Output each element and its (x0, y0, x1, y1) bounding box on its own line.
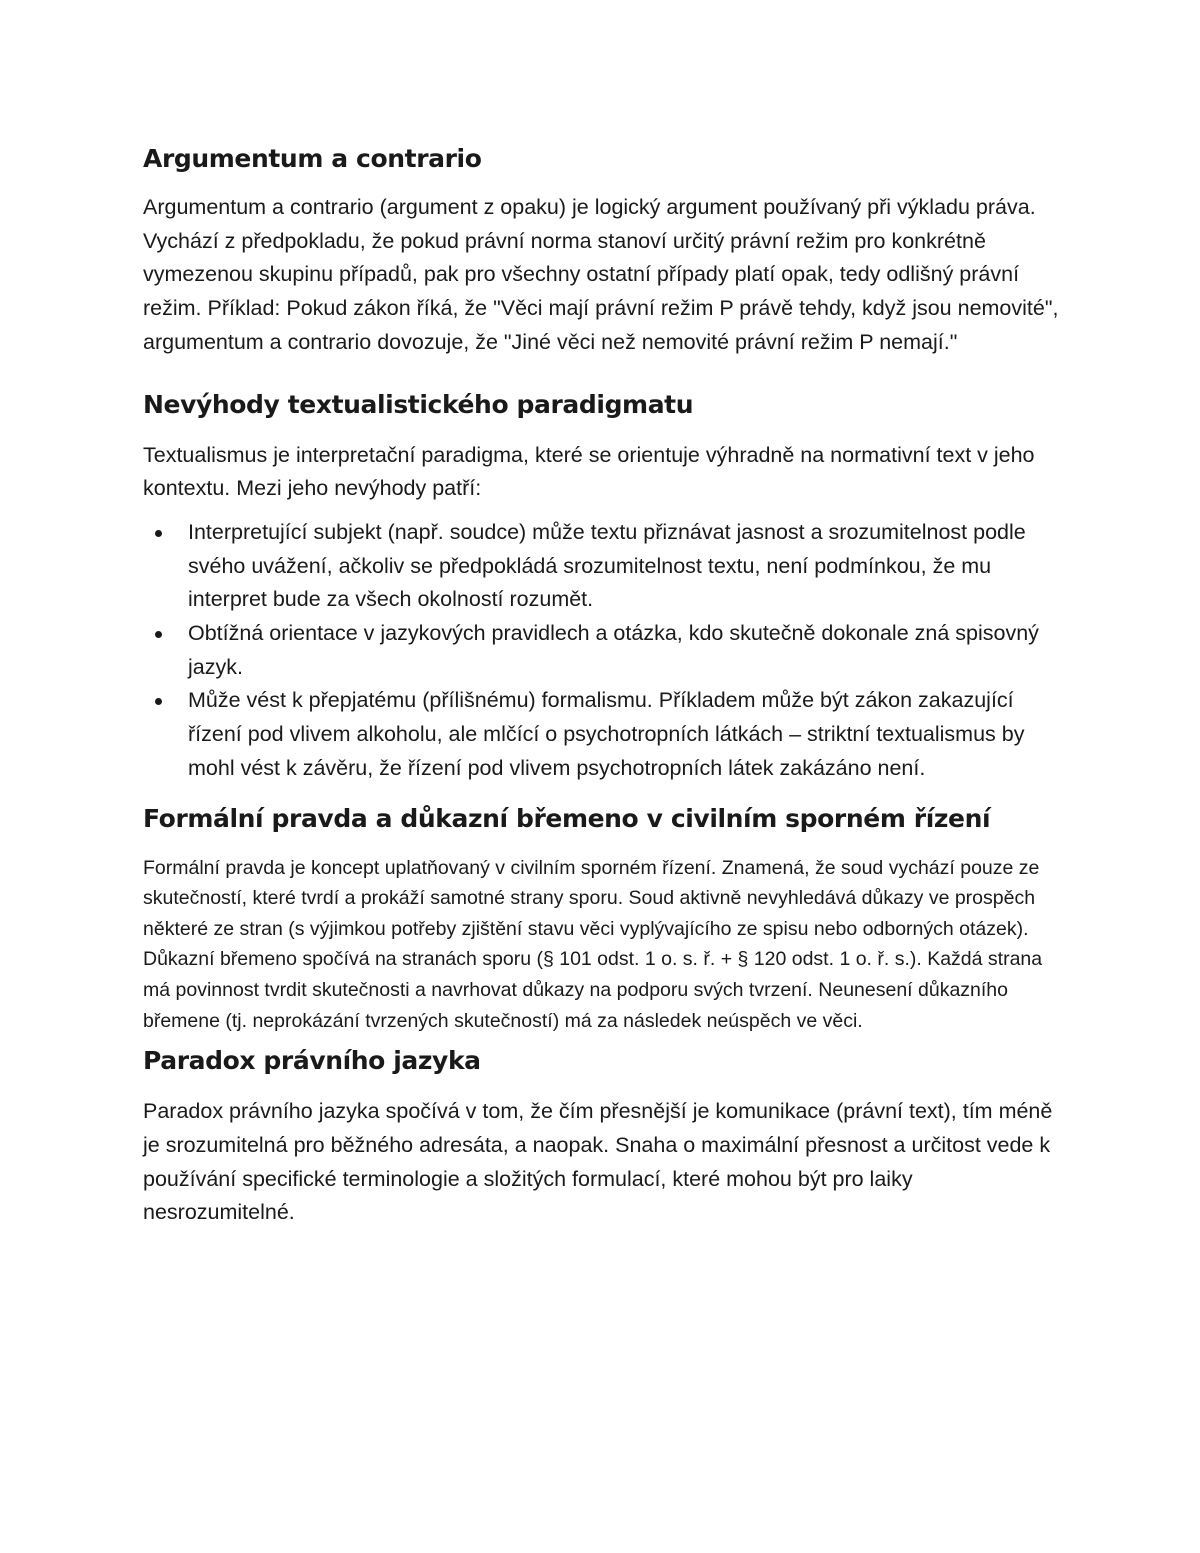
section-heading-contrario: Argumentum a contrario (143, 144, 482, 173)
section-heading-textualism: Nevýhody textualistického paradigmatu (143, 389, 694, 419)
list-item-text: Obtížná orientace v jazykových pravidlech a otázka, kdo skutečně dokonale zná spisovný jazyk. (188, 621, 1039, 679)
bullet-icon (155, 698, 162, 705)
list-item-text: Interpretující subjekt (např. soudce) může textu přiznávat jasnost a srozumitelnost podle svého uvážení, ačkoliv se předpokládá srozumitelnost textu, není podmínkou, že mu interpret bude za všech okolností rozumět. (188, 519, 1026, 612)
list-item (143, 617, 1063, 684)
list-item (143, 516, 1063, 617)
bullet-icon (155, 530, 162, 537)
bullet-icon (155, 631, 162, 638)
document-page (143, 138, 1063, 1230)
formal-truth-body (143, 853, 1063, 1037)
section-paragraph-paradox: Paradox právního jazyka spočívá v tom, že čím přesnější je komunikace (právní text), tím méně je srozumitelná pro běžného adresáta, a naopak. Snaha o maximální přesnost a určitost vede k používání specifické terminologie a složitých formulací, které mohou být pro laiky nesrozumitelné. (143, 1099, 1053, 1225)
section-paragraph-formal-truth: Formální pravda je koncept uplatňovaný v civilním sporném řízení. Znamená, že soud vychází pouze ze skutečností, které tvrdí a prokáží samotné strany sporu. Soud aktivně nevyhledává důkazy ve prospěch některé ze stran (s výjimkou potřeby zjištění stavu věci vyplývajícího ze spisu nebo odborných otázek). (143, 856, 1040, 940)
section-paragraph-contrario: Argumentum a contrario (argument z opaku) je logický argument používaný při výkladu práva. Vychází z předpokladu, že pokud právní norma stanoví určitý právní režim pro konkrétně vymezenou skupinu případů, pak pro všechny ostatní případy platí opak, tedy odlišný právní režim. Příklad: Pokud zákon říká, že "Věci mají právní režim P právě tehdy, když jsou nemovité", argumentum a contrario dovozuje, že "Jiné věci než nemovité právní režim P nemají." (143, 195, 1059, 354)
section-heading-formal-truth: Formální pravda a důkazní břemeno v civilním sporném řízení (143, 803, 991, 833)
textualism-bullet-list (143, 516, 1063, 786)
section-paragraph-textualism: Textualismus je interpretační paradigma, které se orientuje výhradně na normativní text v jeho kontextu. Mezi jeho nevýhody patří: (143, 442, 1035, 501)
section-paragraph-burden-of-proof: Důkazní břemeno spočívá na stranách sporu (§ 101 odst. 1 o. s. ř. + § 120 odst. 1 o. ř. s.). Každá strana má povinnost tvrdit skutečnosti a navrhovat důkazy na podporu svých tvrzení. Neunesení důkazního břemene (tj. neprokázání tvrzených skutečností) má za následek neúspěch ve věci. (143, 948, 1043, 1032)
section-heading-paradox: Paradox právního jazyka (143, 1046, 481, 1076)
list-item-text: Může vést k přepjatému (přílišnému) formalismu. Příkladem může být zákon zakazující řízení pod vlivem alkoholu, ale mlčící o psychotropních látkách – striktní textualismus by mohl vést k závěru, že řízení pod vlivem psychotropních látek zakázáno není. (188, 688, 1025, 780)
list-item (143, 684, 1063, 785)
